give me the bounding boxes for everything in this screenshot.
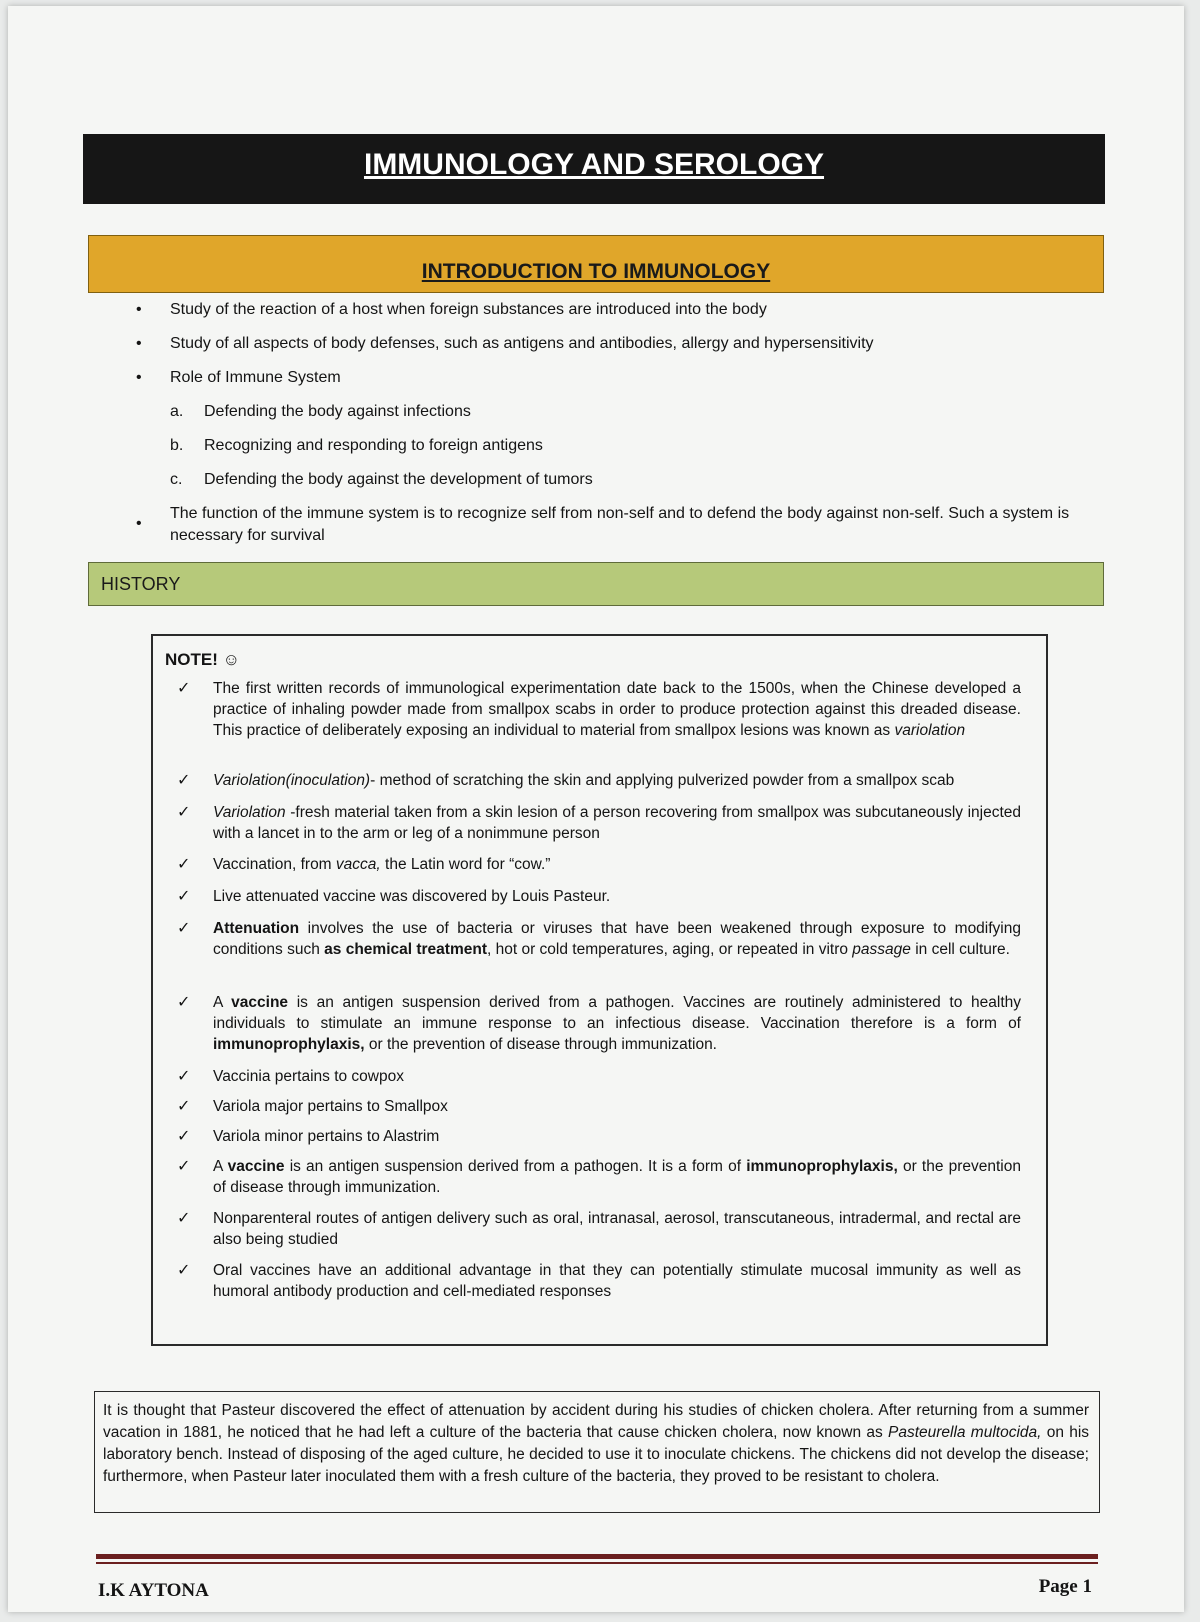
pasteur-anecdote-box xyxy=(94,1391,1100,1513)
checkmark-icon: ✓ xyxy=(177,1262,191,1279)
document-page: IMMUNOLOGY AND SEROLOGY INTRODUCTION TO IMMUNOLOGY • Study of the reaction of a host when foreign substances are introduced into the body • Study of all aspects of body defenses, such as antigens and antibodies, allergy and hypersensitivity • Role of Immune System a. Defending the body against infections b. Recognizing and responding to foreign antigens c. Defending the body against the development of tumors • The function of the immune system is to recognize self from non-self and to defend the body against non-self. Such a system is necessary for survival HISTORY NOTE! ☺ ✓ The first written records of immunological experimentation date back to the 1500s, when the Chinese developed a practice of inhaling powder made from smallpox scabs in order to produce protection against this dreaded disease. This practice of deliberately exposing an individual to material from smallpox lesions was known as variolation ✓ Variolation(inoculation)- method of scratching the skin and applying pulverized powder from a smallpox scab ✓ Variolation -fresh material taken from a skin lesion of a person recovering from smallpox was subcutaneously injected with a lancet in to the arm or leg of a nonimmune person ✓ Vaccination, from vacca, the Latin word for “cow.” ✓ Live attenuated vaccine was discovered by Louis Pasteur. ✓ Attenuation involves the use of bacteria or viruses that have been weakened through exposure to modifying conditions such as chemical treatment, hot or cold temperatures, aging, or repeated in vitro passage in cell culture. ✓ A vaccine is an antigen suspension derived from a pathogen. Vaccines are routinely administered to healthy individuals to stimulate an immune response to an infectious disease. Vaccination therefore is a form of immunoprophylaxis, or the prevention of disease through immunization. ✓ Vaccinia pertains to cowpox ✓ Variola major pertains to Smallpox ✓ Variola minor pertains to Alastrim ✓ A vaccine is an antigen suspension derived from a pathogen. It is a form of immunoprophylaxis, or the prevention of disease through immunization. ✓ Nonparenteral routes of antigen delivery such as oral, intranasal, aerosol, transcutaneous, intradermal, and rectal are also being studied ✓ Oral vaccines have an additional advantage in that they can potentially stimulate mucosal immunity as well as humoral antibody production and cell-mediated responses It is thought that Pasteur discovered the effect of attenuation by accident during his studies of chicken cholera. After returning from a summer vacation in 1881, he noticed that he had left a culture of the bacteria that cause chicken cholera, now known as Pasteurella multocida, on his laboratory bench. Instead of disposing of the aged culture, he decided to use it to inoculate chickens. The chickens did not develop the disease; furthermore, when Pasteur later inoculated them with a fresh culture of the bacteria, they proved to be resistant to cholera. I.K AYTONA Page 1 xyxy=(8,6,1184,1612)
bullet-icon: • xyxy=(136,301,142,318)
bullet-icon: • xyxy=(136,369,142,386)
page-number: Page 1 xyxy=(1038,1576,1092,1597)
checkmark-icon: ✓ xyxy=(177,1068,191,1085)
history-section-banner xyxy=(88,562,1104,606)
document-title: IMMUNOLOGY AND SEROLOGY xyxy=(363,148,825,181)
note-box: NOTE! ☺ ✓ The first written records of immunological experimentation date back to the 1500s, when the Chinese developed a practice of inhaling powder made from smallpox scabs in order to produce protection against this dreaded disease. This practice of deliberately exposing an individual to material from smallpox lesions was known as variolation ✓ Variolation(inoculation)- method of scratching the skin and applying pulverized powder from a smallpox scab ✓ Variolation -fresh material taken from a skin lesion of a person recovering from smallpox was subcutaneously injected with a lancet in to the arm or leg of a nonimmune person ✓ Vaccination, from vacca, the Latin word for “cow.” ✓ Live attenuated vaccine was discovered by Louis Pasteur. ✓ Attenuation involves the use of bacteria or viruses that have been weakened through exposure to modifying conditions such as chemical treatment, hot or cold temperatures, aging, or repeated in vitro passage in cell culture. ✓ A vaccine is an antigen suspension derived from a pathogen. Vaccines are routinely administered to healthy individuals to stimulate an immune response to an infectious disease. Vaccination therefore is a form of immunoprophylaxis, or the prevention of disease through immunization. ✓ Vaccinia pertains to cowpox ✓ Variola major pertains to Smallpox ✓ Variola minor pertains to Alastrim ✓ A vaccine is an antigen suspension derived from a pathogen. It is a form of immunoprophylaxis, or the prevention of disease through immunization. ✓ Nonparenteral routes of antigen delivery such as oral, intranasal, aerosol, transcutaneous, intradermal, and rectal are also being studied ✓ Oral vaccines have an additional advantage in that they can potentially stimulate mucosal immunity as well as humoral antibody production and cell-mediated responses xyxy=(151,634,1048,1346)
pasteur-paragraph: It is thought that Pasteur discovered the effect of attenuation by accident during his studies of chicken cholera. After returning from a summer vacation in 1881, he noticed that he had left a culture of the bacteria that cause chicken cholera, now known as Pasteurella multocida, on his laboratory bench. Instead of disposing of the aged culture, he decided to use it to inoculate chickens. The chickens did not develop the disease; furthermore, when Pasteur later inoculated them with a fresh culture of the bacteria, they proved to be resistant to cholera. xyxy=(103,1402,1090,1485)
footer-divider xyxy=(96,1554,1098,1559)
checkmark-icon: ✓ xyxy=(177,680,191,697)
checkmark-icon: ✓ xyxy=(177,1128,191,1145)
intro-section-title: INTRODUCTION TO IMMUNOLOGY xyxy=(421,260,771,283)
history-section-title: HISTORY xyxy=(101,574,181,594)
checkmark-icon: ✓ xyxy=(177,804,191,821)
checkmark-icon: ✓ xyxy=(177,920,191,937)
bullet-icon: • xyxy=(136,335,142,352)
checkmark-icon: ✓ xyxy=(177,1158,191,1175)
checkmark-icon: ✓ xyxy=(177,1098,191,1115)
checkmark-icon: ✓ xyxy=(177,856,191,873)
bullet-icon: • xyxy=(136,515,142,532)
footer-author: I.K AYTONA xyxy=(98,1580,209,1601)
title-banner xyxy=(83,134,1105,204)
footer-divider-thin xyxy=(96,1562,1098,1564)
checkmark-icon: ✓ xyxy=(177,772,191,789)
checkmark-icon: ✓ xyxy=(177,1210,191,1227)
checkmark-icon: ✓ xyxy=(177,888,191,905)
intro-section-banner xyxy=(88,235,1104,293)
checkmark-icon: ✓ xyxy=(177,994,191,1011)
note-title: NOTE! ☺ xyxy=(165,650,240,669)
